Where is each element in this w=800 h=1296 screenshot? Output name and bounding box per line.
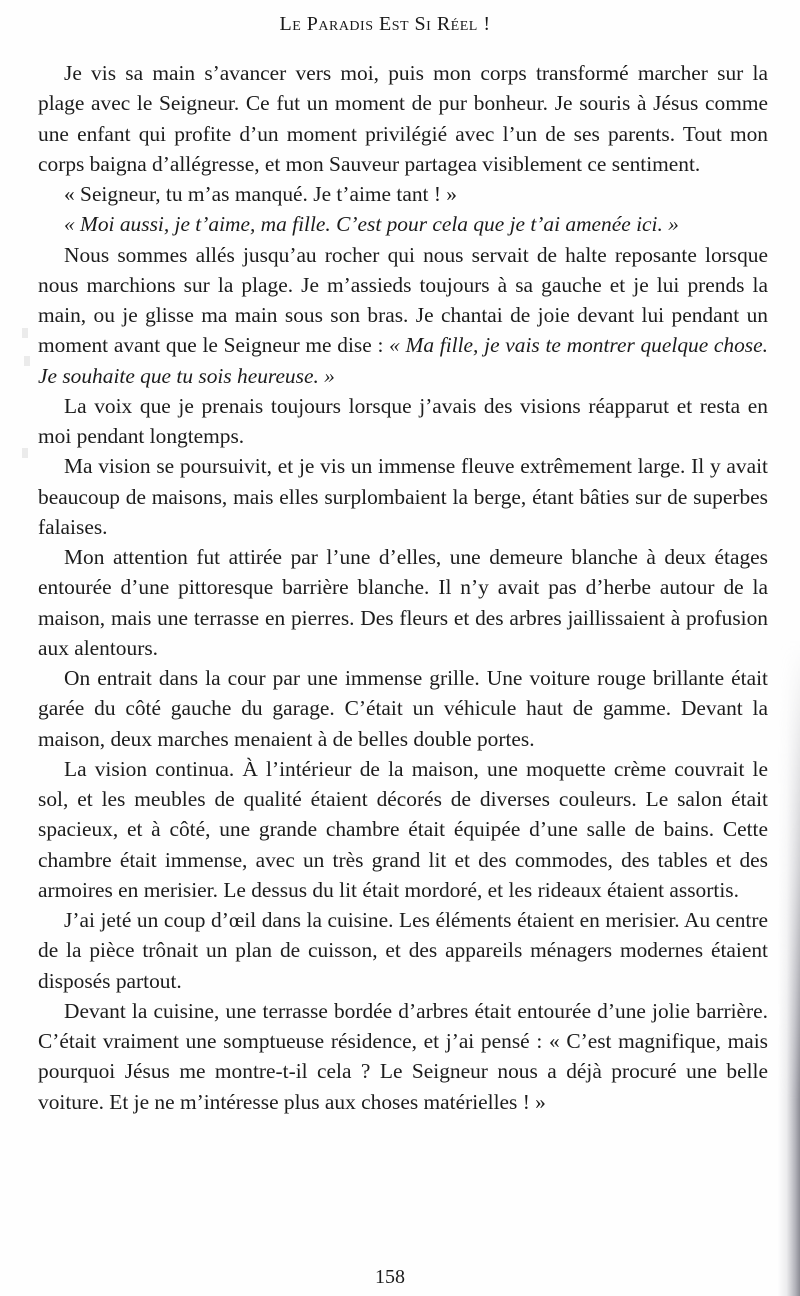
bleed-through-mark [22,448,28,458]
page-number: 158 [375,1266,405,1288]
running-head: Le Paradis Est Si Réel ! [279,13,491,35]
paragraph-dialogue-italic: « Moi aussi, je t’aime, ma fille. C’est pour cela que je t’ai amenée ici. » [64,212,679,237]
paragraph: Je vis sa main s’avancer vers moi, puis mon corps transformé marcher sur la plage avec le Seigneur. Ce fut un moment de pur bonheur. Je souris à Jésus comme une enfant qui profite d’un moment privilégié avec l’un de ses parents. Tout mon corps baigna d’allégresse, et mon Sauveur partagea visiblement ce sentiment. [38,61,768,176]
paragraph: Ma vision se poursuivit, et je vis un immense fleuve extrêmement large. Il y avait beaucoup de maisons, mais elles surplombaient la berge, étant bâties sur de superbes falaises. [38,454,768,539]
paragraph: J’ai jeté un coup d’œil dans la cuisine. Les éléments étaient en merisier. Au centre de la pièce trônait un plan de cuisson, et des appareils ménagers modernes étaient disposés partout. [38,908,768,993]
body-text [38,58,768,1117]
paragraph: La voix que je prenais toujours lorsque j’avais des visions réapparut et resta en moi pendant longtemps. [38,393,768,448]
paragraph: La vision continua. À l’intérieur de la maison, une moquette crème couvrait le sol, et les meubles de qualité étaient décorés de diverses couleurs. Le salon était spacieux, et à côté, une grande chambre était équipée d’une salle de bains. Cette chambre était immense, avec un très grand lit et des commodes, des tables et des armoires en merisier. Le dessus du lit était mordoré, et les rideaux étaient assortis. [38,756,768,902]
bleed-through-mark [24,356,30,366]
paragraph: Mon attention fut attirée par l’une d’elles, une demeure blanche à deux étages entourée d’une pittoresque barrière blanche. Il n’y avait pas d’herbe autour de la maison, mais une terrasse en pierres. Des fleurs et des arbres jaillissaient à profusion aux alentours. [38,545,768,660]
paragraph [38,240,768,391]
paragraph-quote-italic: « Ma fille, je vais te montrer quelque chose. Je souhaite que tu sois heureuse. » [38,333,768,388]
paragraph-dialogue: « Seigneur, tu m’as manqué. Je t’aime tant ! » [64,182,457,206]
page-edge-shadow [778,640,800,1296]
paragraph: On entrait dans la cour par une immense grille. Une voiture rouge brillante était garée du côté gauche du garage. C’était un véhicule haut de gamme. Devant la maison, deux marches menaient à de belles double portes. [38,666,768,751]
bleed-through-mark [22,328,28,338]
paragraph-text: Nous sommes allés jusqu’au rocher qui nous servait de halte reposante lorsque nous marchions sur la plage. Je m’assieds toujours à sa gauche et je lui prends la main, ou je glisse ma main sous son bras. Je chantai de joie devant lui pendant un moment avant que le Seigneur me dise : [38,242,768,358]
paragraph: Devant la cuisine, une terrasse bordée d’arbres était entourée d’une jolie barrière. C’était vraiment une somptueuse résidence, et j’ai pensé : « C’est magnifique, mais pourquoi Jésus me montre-t-il cela ? Le Seigneur nous a déjà procuré une belle voiture. Et je ne m’intéresse plus aux choses matérielles ! » [38,998,768,1114]
